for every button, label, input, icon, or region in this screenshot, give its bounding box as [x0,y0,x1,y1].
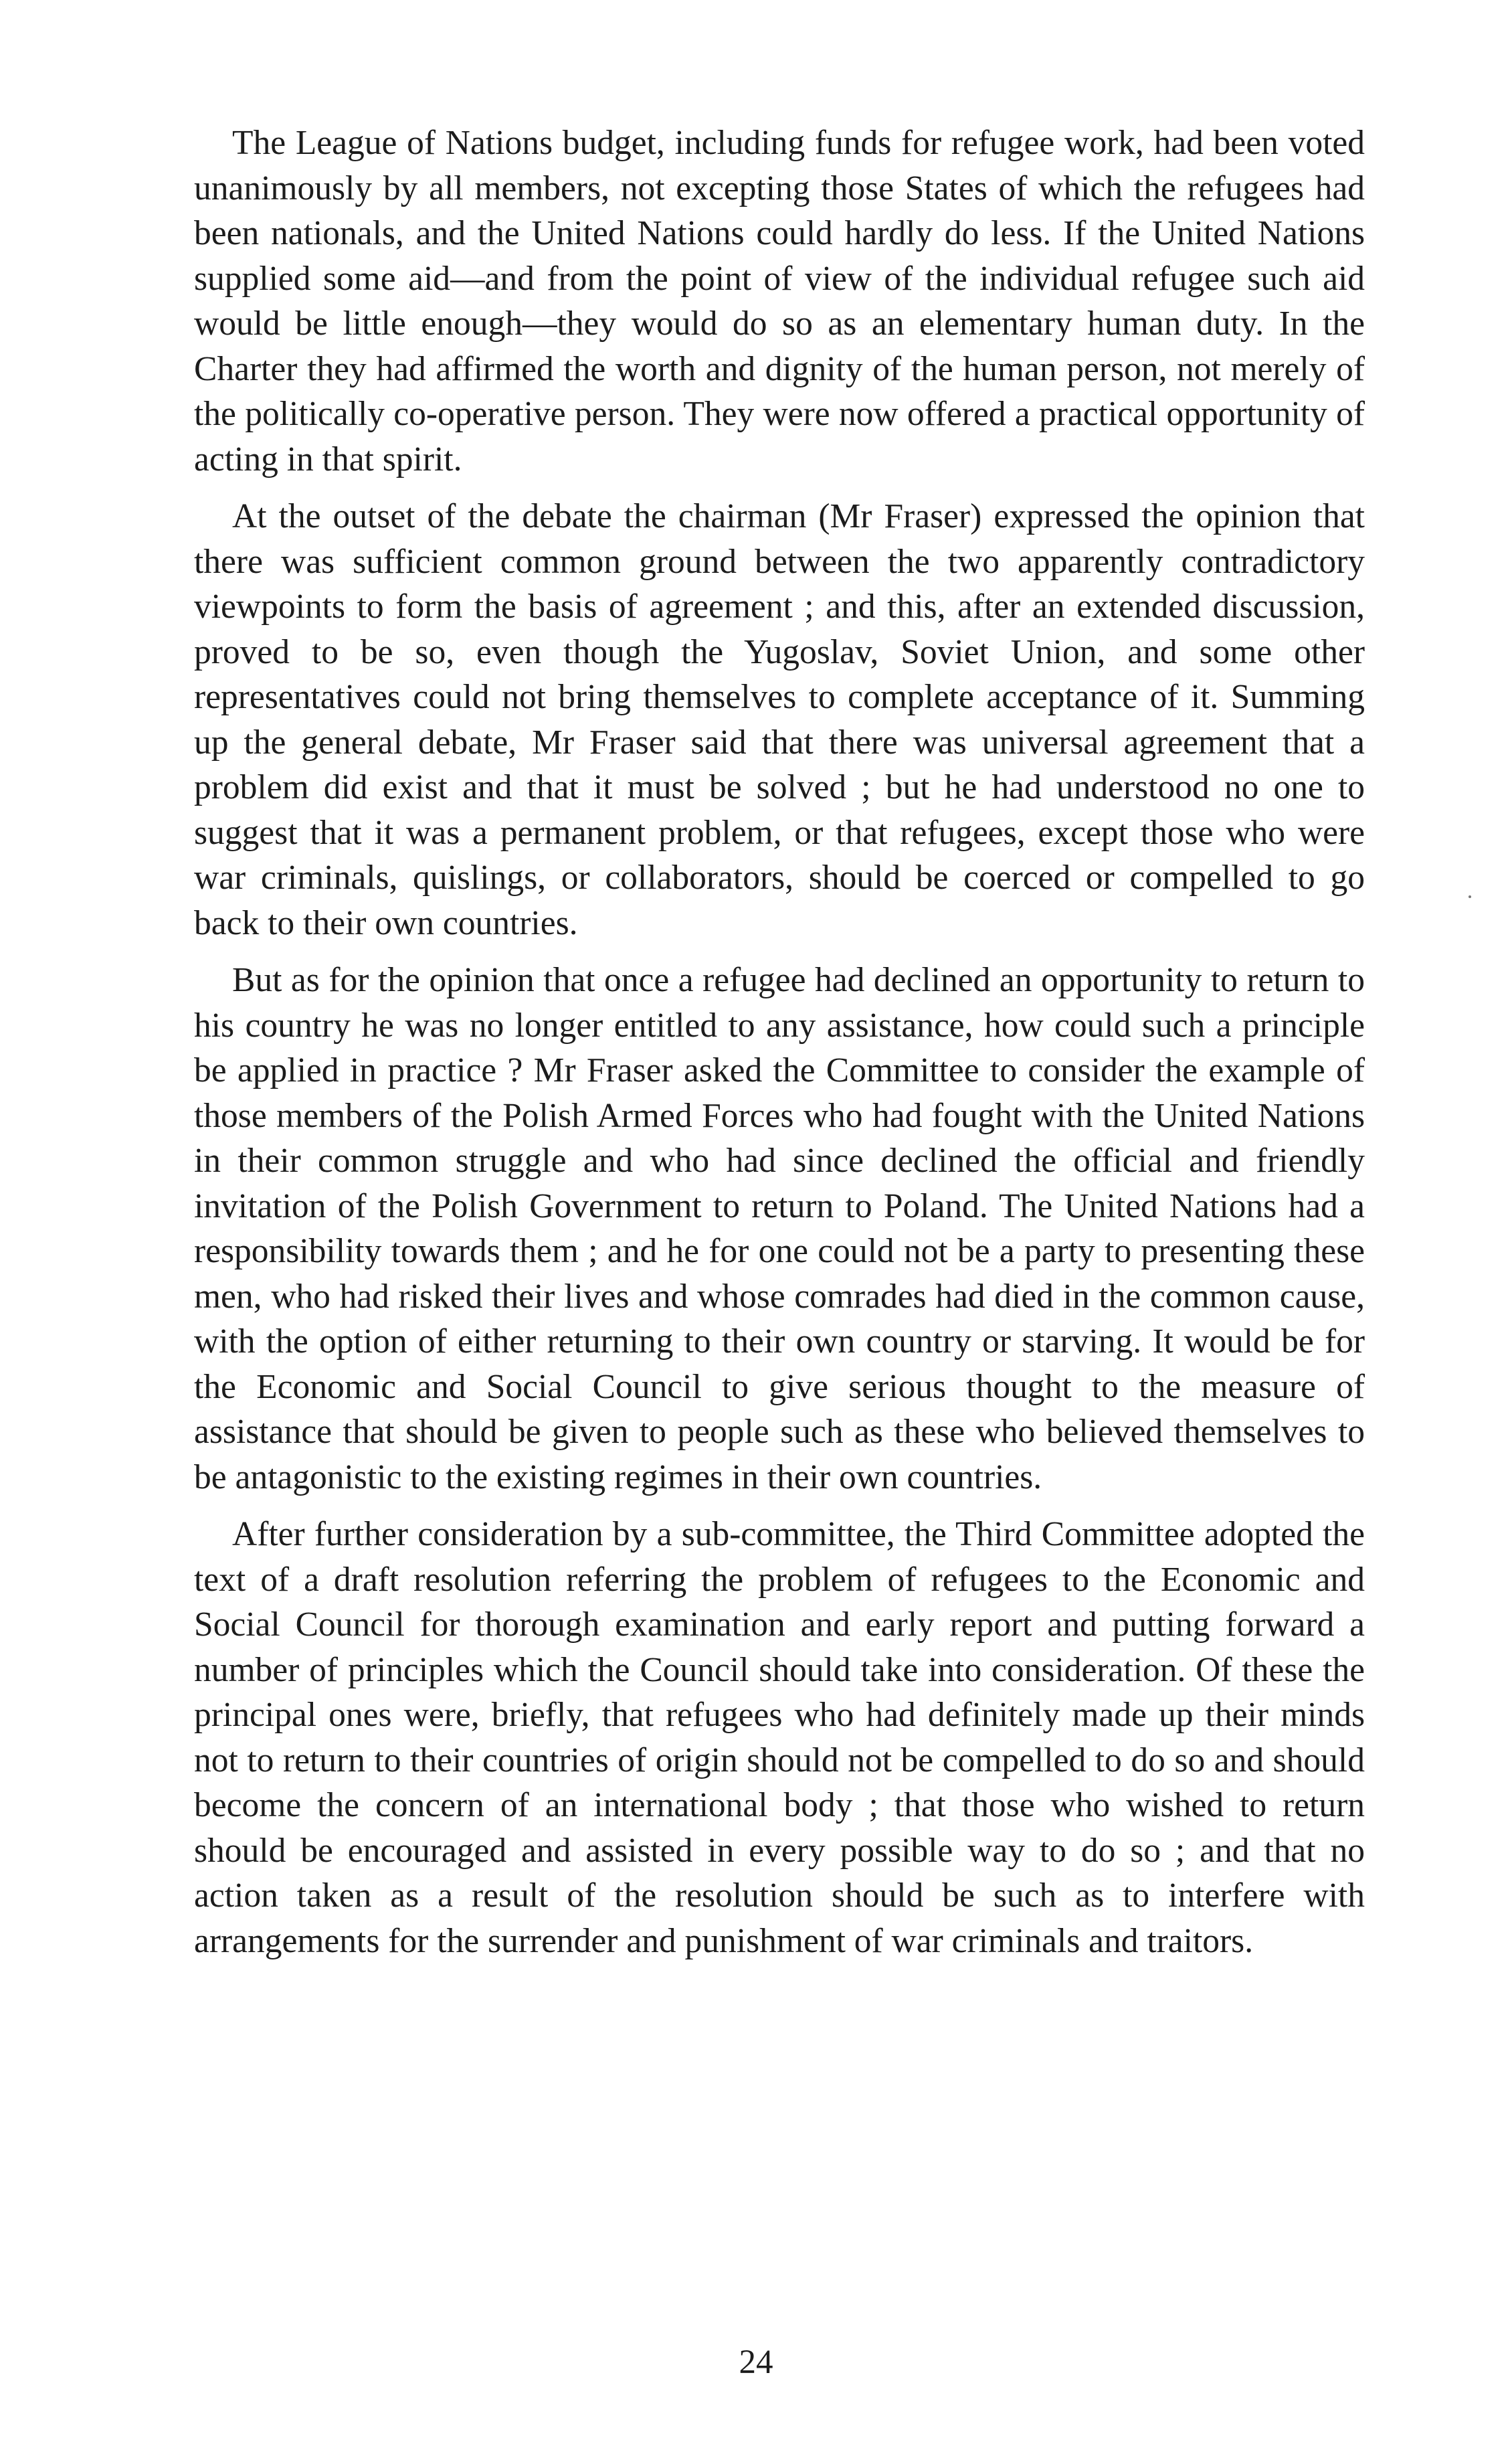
paragraph-draft-resolution: After further consideration by a sub-committee, the Third Committee adopted the text of a draft resolution referring the problem of refugees to the Economic and Social Council for thorough examination and early report and putting forward a number of principles which the Council should take into consideration. Of these the principal ones were, briefly, that refugees who had definitely made up their minds not to return to their countries of origin should not be compelled to do so and should become the concern of an international body ; that those who wished to return should be encouraged and assisted in every possible way to do so ; and that no action taken as a result of the resolution should be such as to interfere with arrangements for the surrender and punishment of war criminals and traitors. [194,1515,1365,1960]
body-text [194,120,1365,1976]
page-number: 24 [739,2344,773,2381]
scan-speck [1469,895,1471,898]
paragraph-debate-outset: At the outset of the debate the chairman (Mr Fraser) expressed the opinion that there was sufficient common ground between the two apparently contradictory viewpoints to form the basis of agreement ; and this, after an extended discussion, proved to be so, even though the Yugoslav, Soviet Union, and some other representatives could not bring themselves to complete acceptance of it. Summing up the general debate, Mr Fraser said that there was universal agreement that a problem did exist and that it must be solved ; but he had understood no one to suggest that it was a permanent problem, or that refugees, except those who were war criminals, quislings, or collaborators, should be coerced or compelled to go back to their own countries. [194,497,1365,942]
paragraph-league-budget: The League of Nations budget, including funds for refugee work, had been voted unanimously by all members, not excepting those States of which the refugees had been nationals, and the United Nations could hardly do less. If the United Nations supplied some aid—and from the point of view of the individual refugee such aid would be little enough—they would do so as an elementary human duty. In the Charter they had affirmed the worth and dignity of the human person, not merely of the politically co-operative person. They were now offered a practical opportunity of acting in that spirit. [194,124,1365,478]
paragraph-polish-forces: But as for the opinion that once a refugee had declined an opportunity to return to his country he was no longer entitled to any assistance, how could such a principle be applied in practice ? Mr Fraser asked the Committee to consider the example of those members of the Polish Armed Forces who had fought with the United Nations in their common struggle and who had since declined the official and friendly invitation of the Polish Government to return to Poland. The United Nations had a responsibility towards them ; and he for one could not be a party to presenting these men, who had risked their lives and whose comrades had died in the common cause, with the option of either returning to their own country or starving. It would be for the Economic and Social Council to give serious thought to the measure of assistance that should be given to people such as these who believed themselves to be antagonistic to the existing regimes in their own countries. [194,961,1365,1496]
